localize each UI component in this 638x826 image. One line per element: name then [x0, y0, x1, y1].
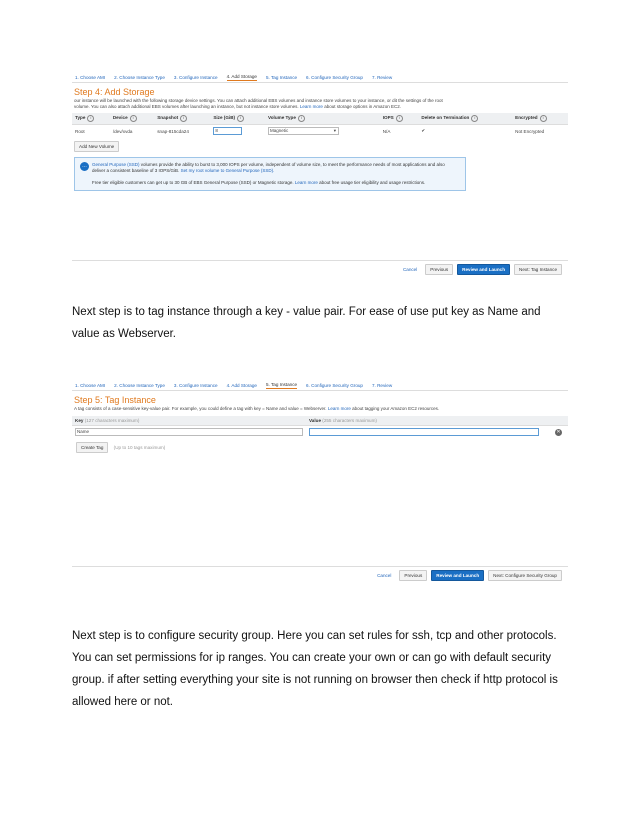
table-row	[72, 125, 568, 138]
page-description	[74, 406, 554, 412]
storage-table	[72, 113, 568, 137]
info-icon[interactable]: i	[540, 115, 547, 122]
review-and-launch-button[interactable]: Review and Launch	[431, 570, 484, 581]
description-tail: about storage options in Amazon EC2.	[324, 104, 401, 109]
info-text-2-tail: about free usage tier eligibility and usage restrictions.	[319, 180, 426, 185]
volume-type-select[interactable]: Magnetic ▾	[268, 127, 339, 135]
description-text: A tag consists of a case-sensitive key-value pair. For example, you could define a tag with key = Name and value = Webserver.	[74, 406, 327, 411]
create-tag-button[interactable]: Create Tag	[76, 442, 108, 453]
info-icon[interactable]: i	[298, 115, 305, 122]
cell-encrypted: Not Encrypted	[515, 128, 545, 134]
info-circle-icon: …	[82, 163, 87, 169]
size-input[interactable]: 8	[213, 127, 242, 135]
info-icon[interactable]: i	[471, 115, 478, 122]
column-header: Type i	[72, 113, 110, 125]
column-header: Device i	[110, 113, 154, 125]
wizard-step-add-storage[interactable]: 4. Add Storage	[226, 73, 257, 79]
wizard-footer	[373, 570, 562, 581]
review-and-launch-button[interactable]: Review and Launch	[457, 264, 510, 275]
wizard-step-tag-instance[interactable]: 5. Tag Instance	[265, 381, 298, 387]
remove-tag-icon[interactable]: ✕	[556, 428, 561, 435]
info-icon[interactable]: i	[130, 115, 137, 122]
description-tail: about tagging your Amazon EC2 resources.	[352, 406, 440, 411]
wizard-step-configure-instance[interactable]: 3. Configure Instance	[173, 74, 218, 80]
key-input[interactable]: Name	[75, 428, 303, 436]
paragraph-security-group	[72, 625, 568, 713]
divider	[72, 260, 568, 261]
cell-value	[306, 426, 552, 439]
wizard-step-choose-ami[interactable]: 1. Choose AMI	[75, 74, 106, 80]
wizard-step-configure-instance[interactable]: 3. Configure Instance	[173, 382, 218, 388]
cell-volume-type	[265, 125, 380, 138]
create-tag-hint: (Up to 10 tags maximum)	[113, 445, 166, 450]
previous-button[interactable]: Previous	[425, 264, 453, 275]
cancel-button[interactable]: Cancel	[402, 267, 418, 272]
page-description	[74, 98, 454, 110]
value-header: Value (255 characters maximum)	[306, 416, 552, 426]
key-header: Key (127 characters maximum)	[72, 416, 306, 426]
wizard-step-review[interactable]: 7. Review	[372, 382, 393, 388]
paragraph-line: Next step is to tag instance through a key - value pair. For ease of use put key as Name and	[72, 306, 541, 318]
page-title: Step 5: Tag Instance	[74, 395, 156, 405]
paragraph-tag-instance	[72, 301, 568, 345]
divider	[72, 566, 568, 567]
column-header: Snapshot i	[154, 113, 210, 125]
paragraph-line: You can set permissions for ip ranges. You can create your own or can go with default security	[72, 652, 552, 664]
column-header: IOPS i	[380, 113, 419, 125]
info-icon[interactable]: i	[237, 115, 244, 122]
info-text-2: Free tier eligible customers can get up to 30 GB of EBS General Purpose (SSD) or Magnetic storage.	[92, 180, 294, 185]
info-text-1: volumes provide the ability to burst to 3,000 IOPS per volume, independent of volume size, to meet the performance needs of most applications and also deliver a consistent baseline of 3 IOPS/GiB.	[92, 162, 445, 173]
tag-table	[72, 416, 568, 438]
cell-snapshot: snap-815cda24	[157, 128, 189, 134]
paragraph-line: group. if after setting everything your site is not running on browser then check if http protocol is	[72, 674, 558, 686]
description-text: our instance will be launched with the following storage device settings. You can attach additional EBS volumes and instance store volumes to your instance, or dit the settings of the root volume. You can also attach additional EBS volumes after launching an instance, but not instance store volumes.	[74, 98, 443, 109]
learn-more-link[interactable]: Learn more	[327, 406, 351, 411]
storage-info-box	[74, 157, 466, 191]
general-purpose-link[interactable]: General Purpose (SSD)	[92, 162, 140, 167]
wizard-step-add-storage[interactable]: 4. Add Storage	[226, 382, 257, 388]
wizard-step-security-group[interactable]: 6. Configure Security Group	[306, 74, 363, 80]
wizard-step-instance-type[interactable]: 2. Choose Instance Type	[114, 74, 165, 80]
info-icon[interactable]: i	[87, 115, 94, 122]
cell-device: /dev/xvda	[112, 128, 133, 134]
paragraph-line: Next step is to configure security group. Here you can set rules for ssh, tcp and other protocols.	[72, 630, 557, 642]
wizard-steps	[72, 380, 568, 391]
cancel-button[interactable]: Cancel	[377, 573, 392, 578]
free-tier-learn-more-link[interactable]: Learn more	[294, 180, 318, 185]
next-security-group-button[interactable]: Next: Configure Security Group	[488, 570, 562, 581]
add-storage-screenshot	[72, 72, 568, 280]
wizard-step-instance-type[interactable]: 2. Choose Instance Type	[114, 382, 165, 388]
wizard-footer	[399, 264, 562, 275]
add-new-volume-button[interactable]: Add New Volume	[74, 141, 119, 152]
paragraph-line: allowed here or not.	[72, 696, 174, 708]
cell-delete-on-termination[interactable]: ✔	[421, 128, 426, 133]
column-header: Volume Type i	[265, 113, 380, 125]
value-input[interactable]	[309, 428, 539, 436]
tag-instance-screenshot	[72, 380, 568, 588]
cell-iops: N/A	[382, 128, 391, 134]
learn-more-link[interactable]: Learn more	[299, 104, 323, 109]
wizard-steps	[72, 72, 568, 83]
chevron-down-icon: ▾	[333, 128, 337, 133]
cell-size	[210, 125, 265, 138]
set-root-volume-link[interactable]: Set my root volume to General Purpose (SSD).	[180, 168, 275, 173]
cell-type: Root	[75, 128, 85, 134]
wizard-step-security-group[interactable]: 6. Configure Security Group	[306, 382, 363, 388]
page-title: Step 4: Add Storage	[74, 87, 155, 97]
wizard-step-choose-ami[interactable]: 1. Choose AMI	[75, 382, 106, 388]
table-row	[72, 426, 568, 439]
wizard-step-tag-instance[interactable]: 5. Tag Instance	[265, 74, 298, 80]
column-header: Size (GiB) i	[210, 113, 265, 125]
cell-remove	[552, 426, 568, 439]
info-icon[interactable]: i	[396, 115, 403, 122]
cell-key	[72, 426, 306, 439]
wizard-step-review[interactable]: 7. Review	[372, 74, 393, 80]
next-tag-instance-button[interactable]: Next: Tag Instance	[514, 264, 562, 275]
previous-button[interactable]: Previous	[399, 570, 427, 581]
info-icon[interactable]: i	[180, 115, 187, 122]
paragraph-line: value as Webserver.	[72, 328, 176, 340]
column-header: Delete on Termination i	[418, 113, 512, 125]
column-header: Encrypted i	[512, 113, 568, 125]
